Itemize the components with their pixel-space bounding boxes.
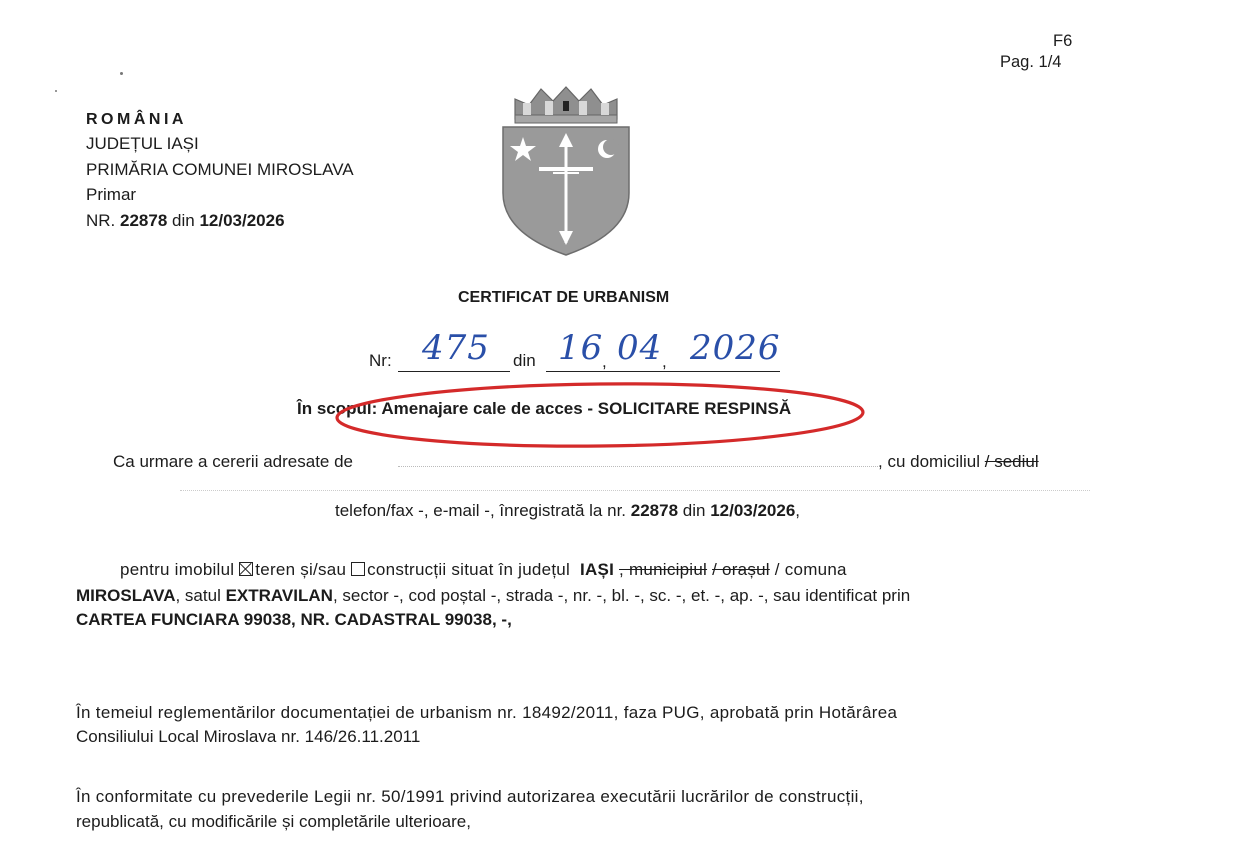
checked-checkbox-teren bbox=[239, 562, 253, 576]
property-line-1: pentru imobilul teren și/sau construcții situat în județul IAȘI , municipiul / orașul / comuna bbox=[120, 560, 847, 579]
temei-line-1: În temeiul reglementărilor documentației de urbanism nr. 18492/2011, faza PUG, aprobată prin Hotărârea bbox=[76, 703, 898, 722]
conform-line-1: În conformitate cu prevederile Legii nr. 50/1991 privind autorizarea executării lucrărilor de construcții, bbox=[76, 787, 864, 806]
coat-of-arms-icon bbox=[495, 85, 637, 257]
form-code: F6 bbox=[1053, 32, 1073, 50]
property-line-3: CARTEA FUNCIARA 99038, NR. CADASTRAL 99038, -, bbox=[76, 610, 512, 629]
temei-line-2: Consiliului Local Miroslava nr. 146/26.11.2011 bbox=[76, 727, 421, 746]
scan-speck bbox=[120, 72, 123, 75]
struck-sediul: / sediul bbox=[984, 452, 1039, 471]
handwritten-year: 2026 bbox=[690, 328, 781, 368]
county-line: JUDEȚUL IAȘI bbox=[86, 134, 199, 153]
registration-number: NR. 22878 din 12/03/2026 bbox=[86, 211, 285, 230]
certificate-din-label: din bbox=[513, 351, 536, 370]
empty-checkbox-constructii bbox=[351, 562, 365, 576]
office-line: Primar bbox=[86, 185, 137, 204]
conform-line-2: republicată, cu modificările și completările ulterioare, bbox=[76, 812, 471, 831]
institution-line: PRIMĂRIA COMUNEI MIROSLAVA bbox=[86, 160, 354, 179]
property-line-2: MIROSLAVA, satul EXTRAVILAN, sector -, cod poștal -, strada -, nr. -, bl. -, sc. -, et. -, ap. -, sau identificat prin bbox=[76, 586, 911, 605]
request-line-start: Ca urmare a cererii adresate de bbox=[113, 452, 354, 471]
redaction-residue bbox=[180, 490, 1090, 493]
handwritten-number: 475 bbox=[422, 328, 490, 368]
request-registration-line: telefon/fax -, e-mail -, înregistrată la nr. 22878 din 12/03/2026, bbox=[335, 501, 801, 520]
certificate-title: CERTIFICAT DE URBANISM bbox=[458, 289, 670, 306]
page-number: Pag. 1/4 bbox=[1000, 53, 1062, 71]
purpose-prefix: În scopul: bbox=[297, 399, 378, 418]
request-line-end: , cu domiciliul / sediul bbox=[878, 452, 1039, 471]
red-highlight-ellipse bbox=[330, 378, 870, 452]
date-separator: , bbox=[602, 352, 607, 371]
handwritten-day: 16 bbox=[558, 328, 604, 368]
scan-speck bbox=[55, 90, 57, 92]
certificate-nr-label: Nr: bbox=[369, 351, 392, 370]
purpose-text: Amenajare cale de acces - SOLICITARE RESPINSĂ bbox=[381, 399, 792, 418]
date-separator: , bbox=[662, 352, 667, 371]
handwritten-month: 04 bbox=[617, 328, 663, 368]
country-heading: ROMÂNIA bbox=[86, 111, 187, 128]
redaction-residue bbox=[398, 466, 878, 469]
nr-underline bbox=[398, 371, 510, 372]
